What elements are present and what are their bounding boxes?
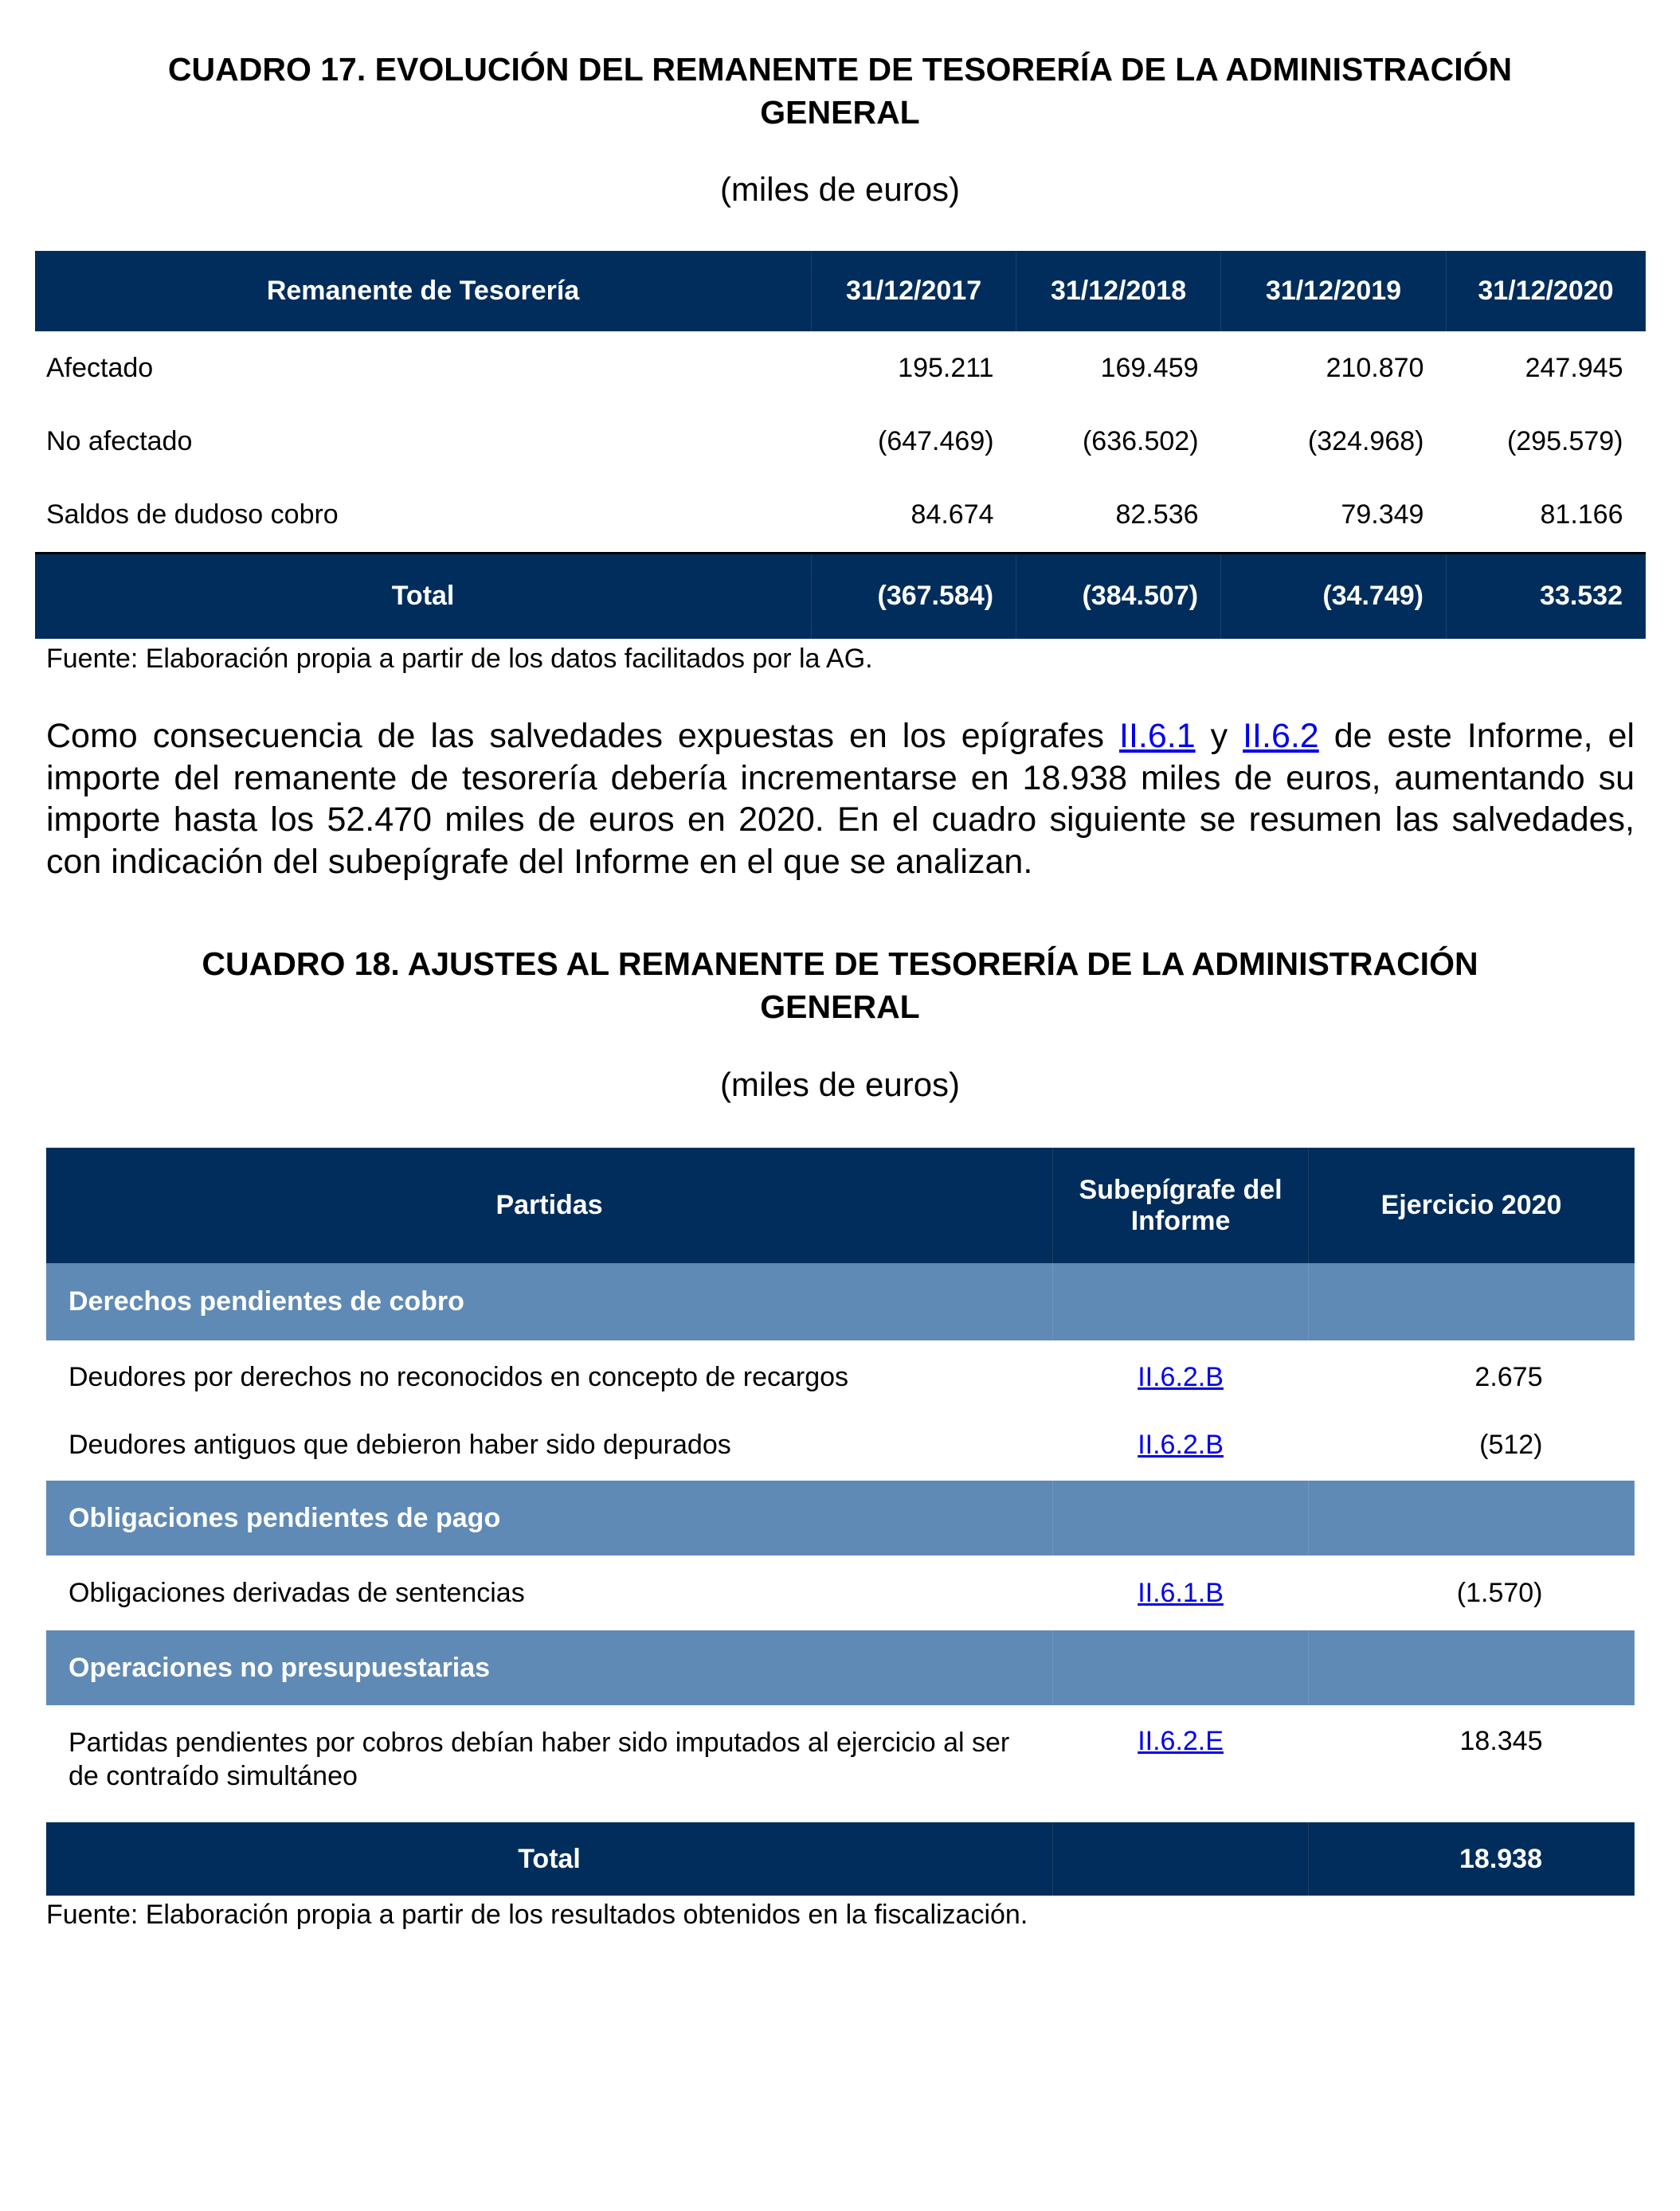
table-row: [46, 1556, 1635, 1630]
cell-value: (1.570): [1456, 1577, 1543, 1608]
column-header: 31/12/2020: [1446, 251, 1645, 331]
table18-units: (miles de euros): [719, 1066, 961, 1103]
cell-value: 210.870: [1326, 352, 1424, 383]
table18-source: Fuente: Elaboración propia a partir de los resultados obtenidos en la fiscalización.: [46, 1900, 1028, 1930]
table-row: [46, 1340, 1635, 1414]
section-label: Derechos pendientes de cobro: [46, 1263, 1053, 1340]
column-header: 31/12/2019: [1221, 251, 1447, 331]
link-ii-6-2[interactable]: II.6.2: [1243, 717, 1319, 755]
cell-value: 79.349: [1341, 499, 1424, 530]
column-header: Remanente de Tesorería: [35, 251, 812, 331]
cell-value: 169.459: [1100, 352, 1199, 383]
section-row: [46, 1630, 1635, 1705]
subepigrafe-link[interactable]: II.6.2.E: [1138, 1726, 1224, 1756]
total-row: [46, 1822, 1635, 1896]
cell-value: (647.469): [878, 425, 994, 456]
row-label: No afectado: [46, 425, 193, 456]
row-label: Obligaciones derivadas de sentencias: [69, 1577, 525, 1608]
table17: [35, 251, 1646, 639]
table-row: [35, 478, 1646, 553]
link-ii-6-1[interactable]: II.6.1: [1119, 717, 1196, 755]
title-line: GENERAL: [760, 988, 920, 1025]
total-label: Total: [46, 1822, 1053, 1896]
cell-value: 195.211: [898, 352, 994, 383]
total-value: (384.507): [1016, 553, 1221, 639]
row-label: Saldos de dudoso cobro: [46, 499, 339, 530]
total-value: 33.532: [1446, 553, 1645, 639]
total-value: [1053, 1822, 1309, 1896]
column-header: Ejercicio 2020: [1309, 1148, 1635, 1263]
title-line: CUADRO 18. AJUSTES AL REMANENTE DE TESORERÍA DE LA ADMINISTRACIÓN: [202, 945, 1478, 982]
table-row: [46, 1705, 1635, 1822]
total-value: (367.584): [812, 553, 1016, 639]
section-label: Operaciones no presupuestarias: [46, 1630, 1053, 1705]
cell-value: 18.345: [1459, 1726, 1543, 1756]
paragraph-text: de este Informe, el importe del remanente de tesorería debería incrementarse en 18.938 miles de euros, aumentando su importe hasta los 52.470 miles de euros en 2020. En el cuadro siguiente se resumen las salvedades, con indicación del subepígrafe del Informe en el que se analizan.: [46, 717, 1635, 881]
cell-value: 84.674: [910, 499, 994, 530]
table-row: [35, 331, 1646, 405]
cell-value: 247.945: [1525, 352, 1623, 383]
title-line: GENERAL: [760, 94, 920, 131]
table18-title: [48, 942, 1632, 1028]
section-label: Obligaciones pendientes de pago: [46, 1481, 1053, 1556]
table-row: [35, 405, 1646, 478]
paragraph-text: y: [1195, 717, 1243, 755]
column-header: Subepígrafe del Informe: [1053, 1148, 1309, 1263]
paragraph-text: Como consecuencia de las salvedades expuestas en los epígrafes: [46, 717, 1119, 755]
table17-source: Fuente: Elaboración propia a partir de los datos facilitados por la AG.: [46, 644, 873, 674]
subepigrafe-link[interactable]: II.6.1.B: [1138, 1577, 1224, 1608]
total-value: 18.938: [1309, 1822, 1635, 1896]
row-label: Deudores por derechos no reconocidos en concepto de recargos: [69, 1361, 849, 1392]
table18: [46, 1148, 1635, 1896]
body-paragraph: [46, 715, 1635, 882]
subepigrafe-link[interactable]: II.6.2.B: [1138, 1430, 1224, 1460]
table17-title: [48, 48, 1632, 134]
table-header-row: [35, 251, 1646, 331]
title-line: CUADRO 17. EVOLUCIÓN DEL REMANENTE DE TESORERÍA DE LA ADMINISTRACIÓN: [167, 51, 1513, 88]
table-header-row: [46, 1148, 1635, 1263]
total-row: [35, 553, 1646, 639]
column-header: Partidas: [46, 1148, 1053, 1263]
subepigrafe-link[interactable]: II.6.2.B: [1138, 1361, 1224, 1392]
cell-value: 82.536: [1115, 499, 1199, 530]
column-header: 31/12/2018: [1016, 251, 1221, 331]
cell-value: 81.166: [1540, 499, 1623, 530]
cell-value: (636.502): [1082, 425, 1199, 456]
row-label: Partidas pendientes por cobros debían haber sido imputados al ejercicio al ser de contraído simultáneo: [69, 1728, 1010, 1791]
total-value: (34.749): [1221, 553, 1447, 639]
section-row: [46, 1263, 1635, 1340]
total-label: Total: [35, 553, 812, 639]
row-label: Afectado: [46, 352, 154, 383]
cell-value: (512): [1479, 1430, 1543, 1460]
cell-value: (324.968): [1307, 425, 1424, 456]
section-row: [46, 1481, 1635, 1556]
cell-value: (295.579): [1506, 425, 1623, 456]
row-label: Deudores antiguos que debieron haber sido depurados: [69, 1430, 731, 1460]
table17-units: (miles de euros): [719, 170, 961, 208]
table-row: [46, 1414, 1635, 1481]
cell-value: 2.675: [1474, 1361, 1543, 1392]
column-header: 31/12/2017: [812, 251, 1016, 331]
